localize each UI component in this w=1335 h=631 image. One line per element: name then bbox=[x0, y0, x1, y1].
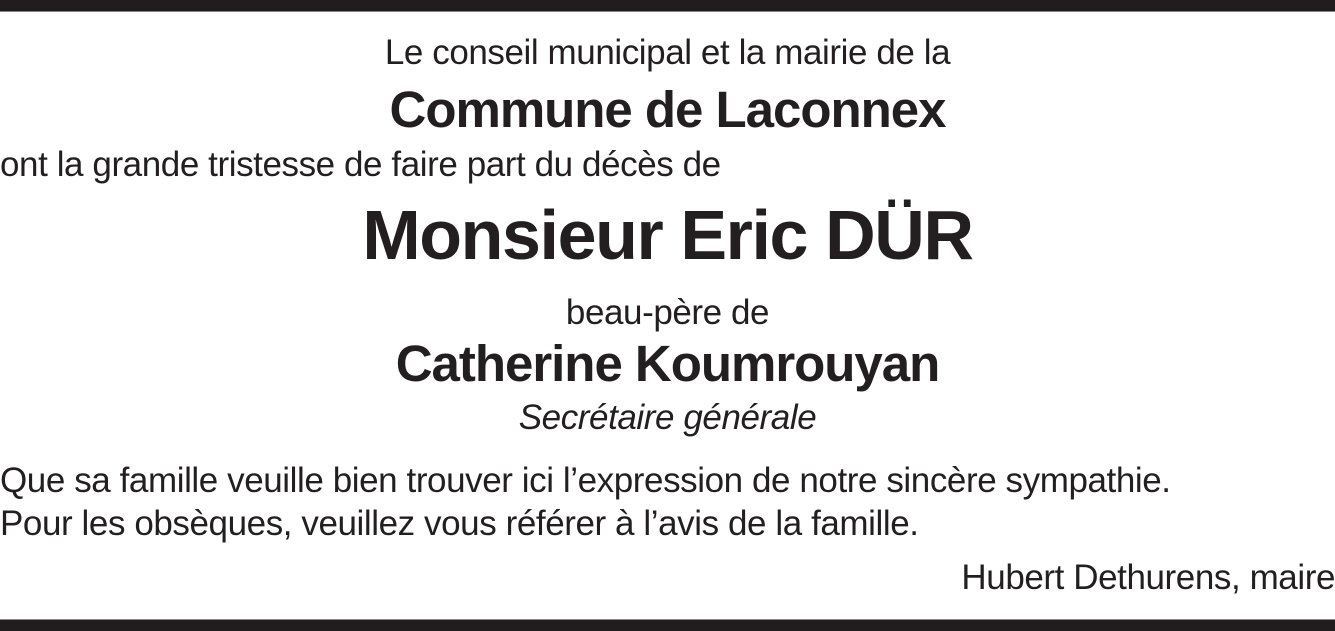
relative-name: Catherine Koumrouyan bbox=[395, 335, 940, 392]
announcement-line: ont la grande tristesse de faire part du décès de bbox=[0, 145, 721, 184]
intro-line: Le conseil municipal et la mairie de la bbox=[384, 33, 951, 72]
signature-line: Hubert Dethurens, maire bbox=[961, 558, 1335, 597]
commune-name: Commune de Laconnex bbox=[389, 81, 946, 138]
relative-title: Secrétaire générale bbox=[518, 398, 817, 437]
deceased-name: Monsieur Eric DÜR bbox=[362, 196, 973, 274]
bottom-rule bbox=[0, 619, 1335, 631]
sympathy-line: Que sa famille veuille bien trouver ici l’expression de notre sincère sympathie. bbox=[0, 461, 1171, 500]
relation-line: beau-père de bbox=[565, 293, 770, 332]
funeral-line: Pour les obsèques, veuillez vous référer à l’avis de la famille. bbox=[0, 504, 919, 543]
top-rule bbox=[0, 0, 1335, 12]
